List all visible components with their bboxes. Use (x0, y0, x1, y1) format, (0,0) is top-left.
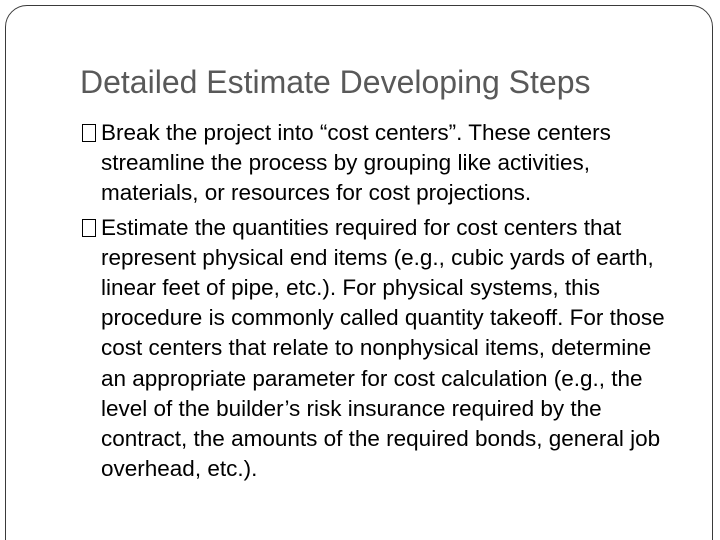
slide-title: Detailed Estimate Developing Steps (80, 64, 591, 100)
bullet-list (82, 118, 682, 484)
bullet-item (82, 213, 682, 485)
bullet-text: Estimate the quantities required for cost centers that represent physical end items (e.g., cubic yards of earth, linear feet of pipe, etc.). For physical systems, this procedure is commonly called quantity takeoff. For those cost centers that relate to nonphysical items, determine an appropriate parameter for cost calculation (e.g., the level of the builder’s risk insurance required by the contract, the amounts of the required bonds, general job overhead, etc.). (101, 214, 665, 482)
box-bullet-icon (82, 124, 96, 142)
box-bullet-icon (82, 219, 96, 237)
bullet-item (82, 118, 682, 209)
bullet-text: Break the project into “cost centers”. These centers streamline the process by grouping like activities, materials, or resources for cost projections. (101, 120, 611, 206)
